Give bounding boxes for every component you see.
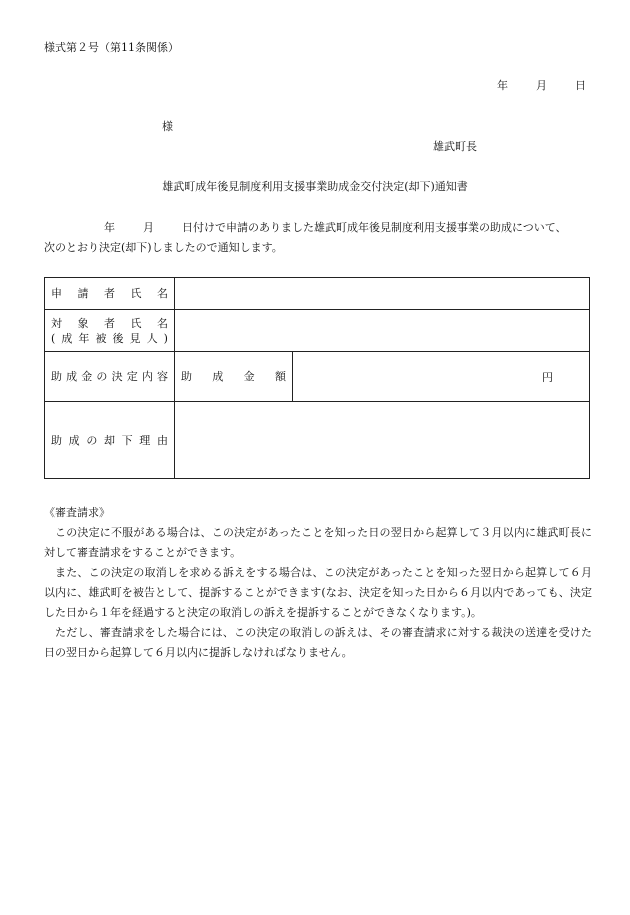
intro-line-2: 次のとおり決定(却下)しましたので通知します。: [44, 241, 283, 254]
label-char: 内: [141, 370, 153, 383]
label-char: 者: [104, 316, 115, 330]
rejection-reason-field[interactable]: [175, 402, 590, 479]
label-char: の: [86, 433, 98, 447]
label-char: の: [96, 370, 108, 383]
label-char: 理: [139, 433, 151, 447]
intro-month-label: 月: [143, 221, 154, 234]
label-char: ): [163, 331, 168, 345]
applicant-label-chars: [51, 286, 168, 301]
label-char: 成: [212, 370, 224, 383]
label-char: 下: [121, 433, 133, 447]
rejection-row: [45, 402, 590, 479]
label-char: 者: [104, 287, 115, 300]
review-paragraph-2: また、この決定の取消しを求める訴えをする場合は、この決定があったことを知った翌日から起算して６月以内に、雄武町を被告として、提訴することができます(なお、決定を知った日から６月以内であっても、決定した日から１年を経過すると決定の取消しの訴えを提訴することができなくなります。)。: [44, 566, 592, 619]
label-char: 助: [51, 370, 62, 383]
label-char: (: [51, 331, 56, 345]
date-day-label: 日: [575, 79, 586, 92]
applicant-name-label: [45, 278, 175, 310]
label-char: 成: [68, 433, 80, 447]
rejection-reason-label: [45, 402, 175, 479]
label-char: 額: [274, 370, 286, 383]
label-char: 金: [81, 370, 93, 383]
label-char: 助: [181, 370, 192, 383]
label-char: 対: [51, 316, 62, 330]
intro-year-label: 年: [104, 221, 115, 234]
amount-field[interactable]: [293, 352, 590, 402]
label-char: 氏: [130, 287, 142, 300]
label-char: 助: [51, 433, 62, 447]
label-char: 却: [103, 433, 115, 447]
label-char: 名: [157, 287, 168, 300]
label-char: 人: [146, 331, 158, 345]
label-char: 年: [78, 331, 90, 345]
label-char: 定: [126, 370, 138, 383]
target-label-line2: [51, 331, 168, 346]
label-char: 容: [156, 370, 168, 383]
review-paragraph-1: この決定に不服がある場合は、この決定があったことを知った日の翌日から起算して３月以内に雄武町長に対して審査請求をすることができます。: [44, 526, 592, 559]
applicant-name-field[interactable]: [175, 278, 590, 310]
label-char: 金: [243, 370, 255, 383]
label-char: 見: [129, 331, 141, 345]
target-label-line1: [51, 316, 168, 331]
yen-unit: 円: [542, 370, 553, 384]
label-char: 象: [77, 316, 89, 330]
review-paragraph-3: ただし、審査請求をした場合には、この決定の取消しの訴えは、その審査請求に対する裁決の送達を受けた日の翌日から起算して６月以内に提訴しなければなりません。: [44, 626, 592, 659]
target-name-field[interactable]: [175, 310, 590, 352]
recipient-suffix: 様: [162, 120, 173, 133]
intro-line-1: [44, 221, 567, 235]
decision-content-label: [45, 352, 175, 402]
issuer-name: 雄武町長: [433, 140, 477, 153]
amount-label-chars: [181, 369, 286, 384]
label-char: 決: [111, 370, 123, 383]
amount-label: [175, 352, 293, 402]
label-char: 成: [66, 370, 78, 383]
label-char: 後: [112, 331, 124, 345]
form-number: 様式第２号（第11条関係）: [44, 41, 179, 54]
decision-label-chars: [51, 369, 168, 384]
label-char: 申: [51, 287, 62, 300]
label-char: 被: [95, 331, 107, 345]
review-request-section: [44, 503, 592, 663]
label-char: 名: [157, 316, 168, 330]
label-char: 由: [156, 433, 168, 447]
decision-row: [45, 352, 590, 402]
document-title: 雄武町成年後見制度利用支援事業助成金交付決定(却下)通知書: [162, 180, 468, 193]
label-char: 請: [77, 287, 89, 300]
target-name-label: [45, 310, 175, 352]
decision-table: [44, 277, 590, 479]
date-year-label: 年: [497, 79, 508, 92]
rejection-label-chars: [51, 433, 168, 448]
label-char: 氏: [130, 316, 142, 330]
label-char: 成: [61, 331, 73, 345]
target-row: [45, 310, 590, 352]
intro-text: 日付けで申請のありました雄武町成年後見制度利用支援事業の助成について、: [182, 221, 567, 234]
date-line: [497, 79, 586, 93]
applicant-row: [45, 278, 590, 310]
date-month-label: 月: [536, 79, 547, 92]
review-heading: 《審査請求》: [44, 506, 110, 519]
